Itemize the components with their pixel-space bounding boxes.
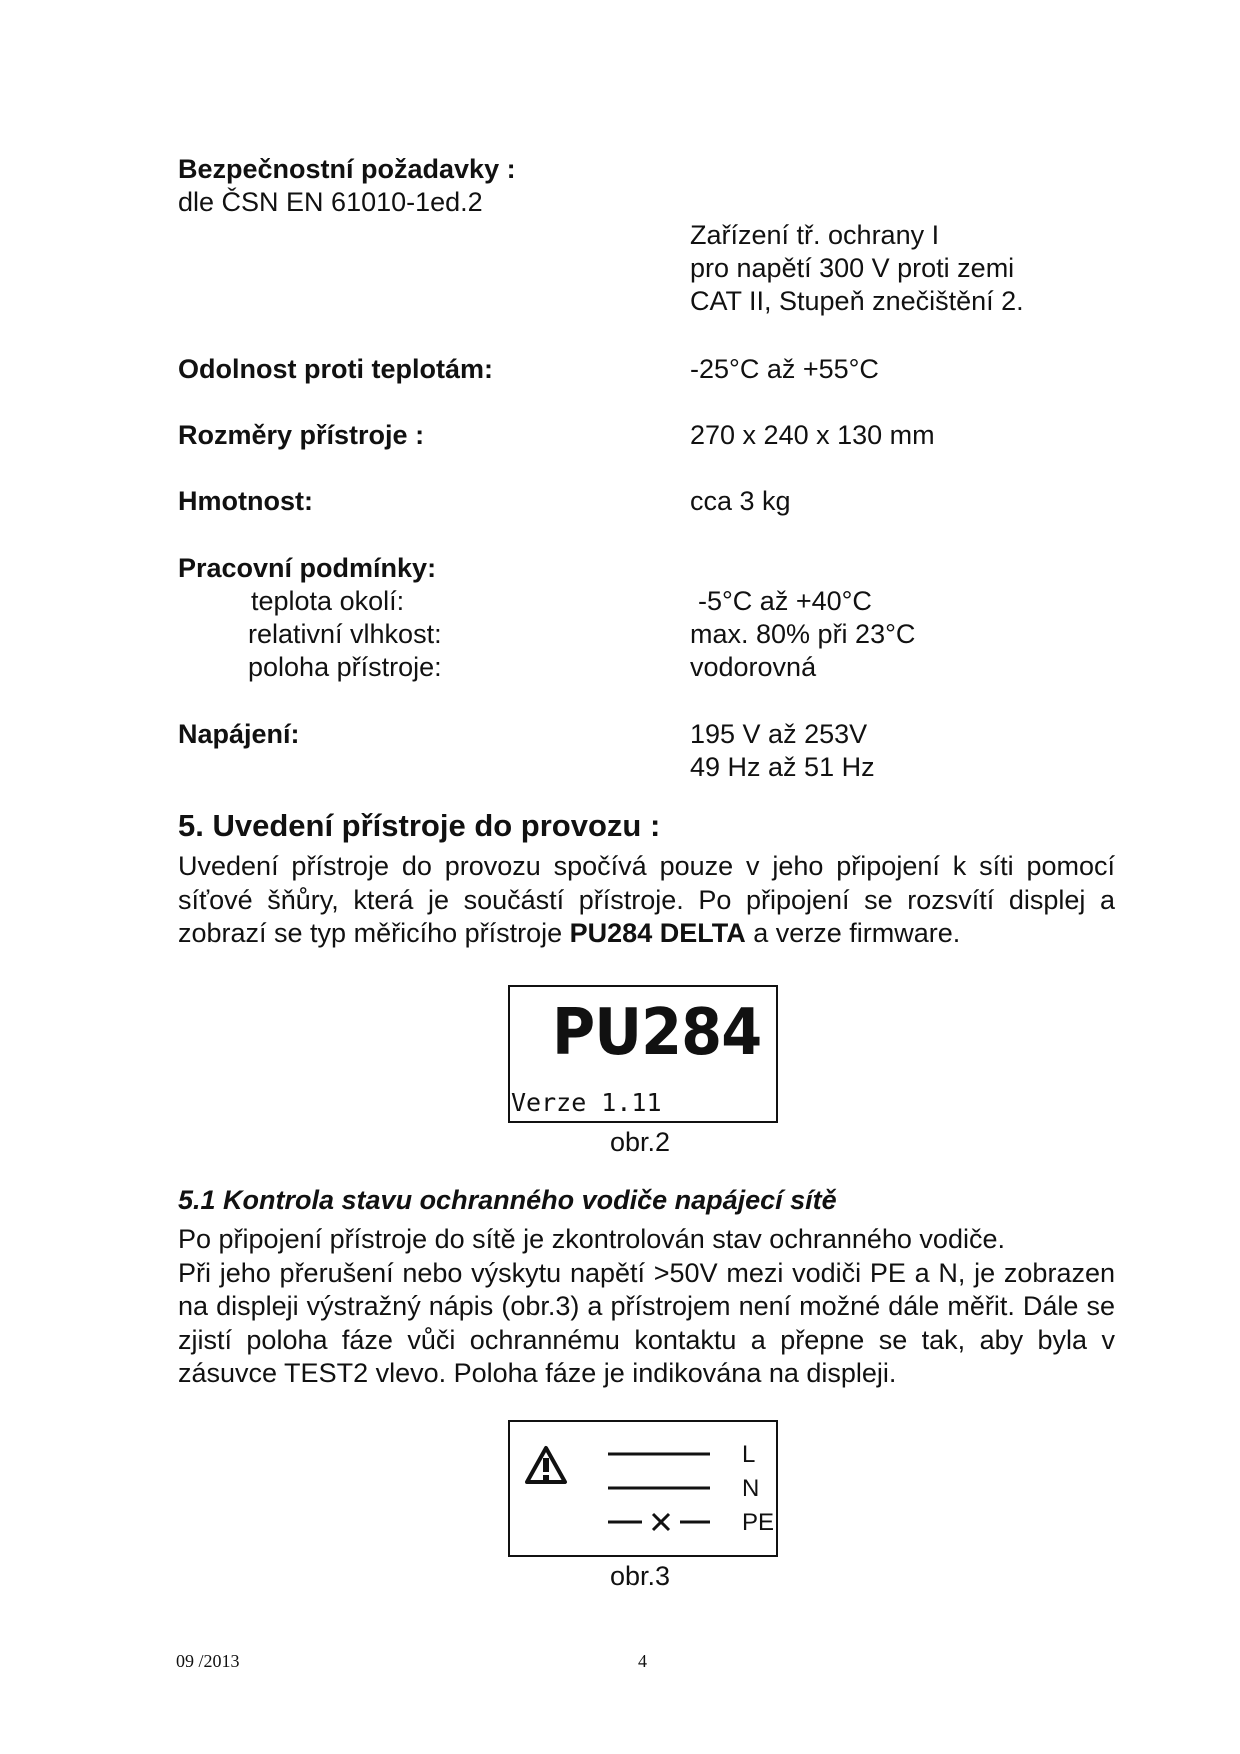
- line-label-pe: PE: [742, 1509, 775, 1536]
- spec-label-temperature: Odolnost proti teplotám:: [178, 354, 493, 384]
- device-name: PU284 DELTA: [569, 918, 746, 948]
- spec-label-dimensions: Rozměry přístroje :: [178, 420, 425, 450]
- section-heading: 5. Uvedení přístroje do provozu :: [178, 808, 661, 843]
- safety-value: Zařízení tř. ochrany I: [690, 220, 940, 250]
- spec-value-dimensions: 270 x 240 x 130 mm: [690, 420, 935, 450]
- display-model: PU284: [552, 996, 762, 1070]
- section5-paragraph: [178, 850, 1115, 951]
- condition-value: vodorovná: [690, 652, 817, 682]
- figure-caption: obr.2: [610, 1127, 671, 1157]
- power-label: Napájení:: [178, 719, 300, 749]
- break-cross-icon: [653, 1514, 669, 1530]
- working-conditions-heading: Pracovní podmínky:: [178, 553, 437, 583]
- power-value: 49 Hz až 51 Hz: [690, 752, 875, 782]
- spec-label-weight: Hmotnost:: [178, 486, 313, 516]
- safety-value: pro napětí 300 V proti zemi: [690, 253, 1015, 283]
- condition-value: max. 80% při 23°C: [690, 619, 916, 649]
- safety-value: CAT II, Stupeň znečištění 2.: [690, 286, 1024, 316]
- display-warning-figure: [508, 1420, 778, 1557]
- section51-paragraph: [178, 1223, 1115, 1391]
- wiring-diagram: [510, 1422, 776, 1555]
- condition-label: teplota okolí:: [251, 586, 405, 616]
- line-label-n: N: [742, 1475, 760, 1502]
- warning-icon: [527, 1448, 565, 1482]
- footer-date: 09 /2013: [176, 1651, 240, 1671]
- display-startup-figure: [508, 985, 778, 1123]
- paragraph-text: Při jeho přerušení nebo výskytu napětí >50V mezi vodiči PE a N, je zobrazen na displeji výstražný nápis (obr.3) a přístrojem není možné dále měřit. Dále se zjistí poloha fáze vůči ochrannému kontaktu a přepne se tak, aby byla v zásuvce TEST2 vlevo. Poloha fáze je indikována na displeji.: [178, 1257, 1115, 1388]
- paragraph-text: a verze firmware.: [745, 918, 961, 948]
- safety-standard: dle ČSN EN 61010-1ed.2: [178, 187, 483, 217]
- spec-value-weight: cca 3 kg: [690, 486, 791, 516]
- paragraph-text: Po připojení přístroje do sítě je zkontrolován stav ochranného vodiče.: [178, 1224, 1005, 1254]
- condition-value: -5°C až +40°C: [698, 586, 872, 616]
- line-label-l: L: [742, 1441, 756, 1468]
- spec-value-temperature: -25°C až +55°C: [690, 354, 879, 384]
- page-number: 4: [638, 1651, 647, 1671]
- condition-label: poloha přístroje:: [248, 652, 442, 682]
- power-value: 195 V až 253V: [690, 719, 868, 749]
- display-version: Verze 1.11: [511, 1088, 662, 1117]
- subsection-heading: 5.1 Kontrola stavu ochranného vodiče napájecí sítě: [178, 1185, 837, 1215]
- safety-heading: Bezpečnostní požadavky :: [178, 154, 516, 184]
- figure-caption: obr.3: [610, 1561, 671, 1591]
- condition-label: relativní vlhkost:: [248, 619, 442, 649]
- paragraph-text: Uvedení přístroje do provozu spočívá pouze v jeho připojení k síti pomocí síťové šňůry, která je součástí přístroje. Po připojení se rozsvítí displej a zobrazí se typ měřicího přístroje: [178, 851, 1115, 948]
